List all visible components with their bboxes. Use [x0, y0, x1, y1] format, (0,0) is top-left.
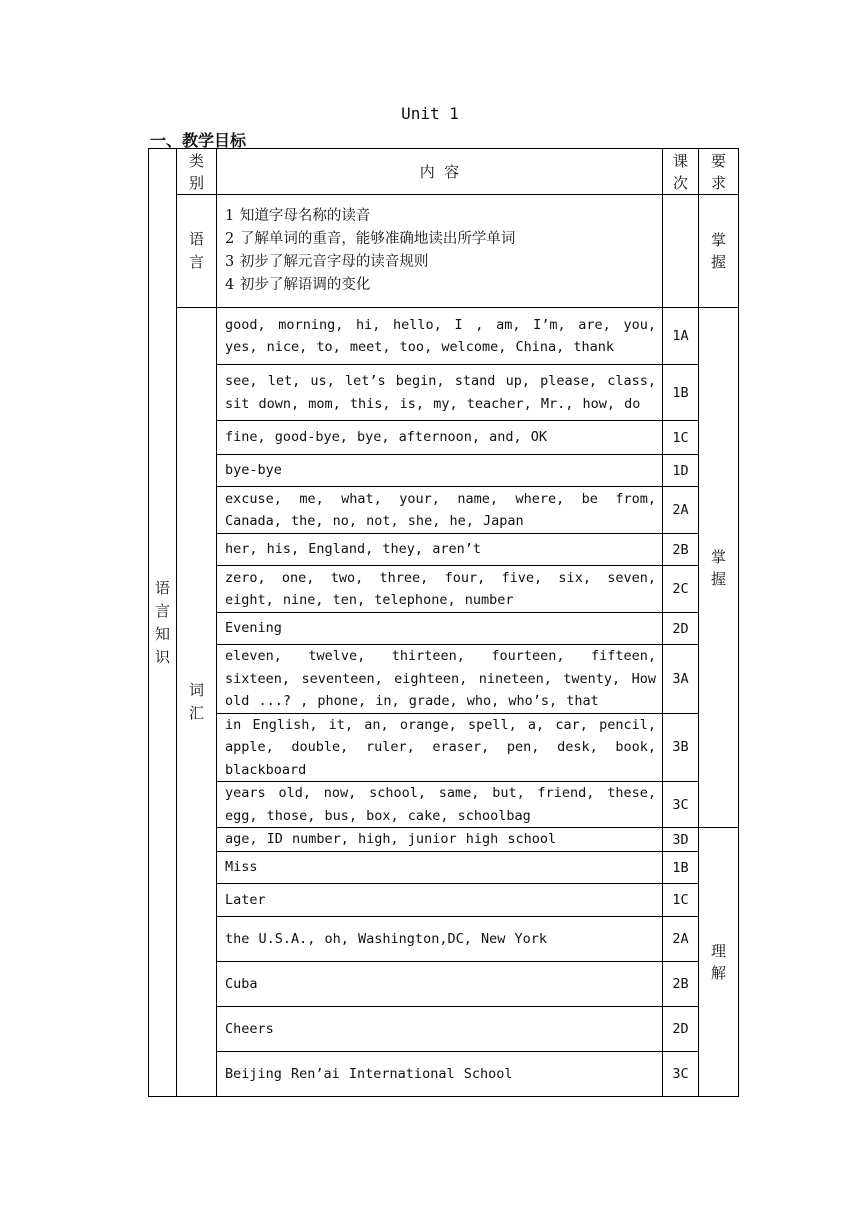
vocab-lesson: 3C: [663, 1052, 699, 1097]
header-requirement-label: 要求: [711, 151, 727, 192]
vocabulary-category-label: 词汇: [189, 681, 205, 722]
phonetics-line: 3 初步了解元音字母的读音规则: [225, 254, 429, 270]
vocabulary-category: [177, 308, 217, 1097]
vocab-lesson: 1C: [663, 421, 699, 455]
vocab-content: the U.S.A., oh, Washington,DC, New York: [217, 917, 663, 962]
vocab-content: excuse, me, what, your, name, where, be from, Canada, the, no, not, she, he, Japan: [217, 487, 663, 534]
phonetics-line: 1 知道字母名称的读音: [225, 208, 371, 224]
vocab-lesson: 2D: [663, 613, 699, 645]
vocab-content: years old, now, school, same, but, friend, these, egg, those, bus, box, cake, schoolbag: [217, 782, 663, 828]
vocab-content: fine, good-bye, bye, afternoon, and, OK: [217, 421, 663, 455]
vocab-content: in English, it, an, orange, spell, a, car, pencil, apple, double, ruler, eraser, pen, desk, book, blackboard: [217, 713, 663, 782]
vocab-lesson: 3D: [663, 828, 699, 852]
vocab-lesson: 2A: [663, 487, 699, 534]
vocab-content: zero, one, two, three, four, five, six, seven, eight, nine, ten, telephone, number: [217, 566, 663, 613]
vocab-lesson: 1B: [663, 365, 699, 421]
page-title: Unit 1: [401, 104, 459, 123]
vocab-lesson: 2C: [663, 566, 699, 613]
outer-category-label: 语言知识: [155, 578, 171, 666]
phonetics-content: [217, 195, 663, 308]
vocab-content: Cuba: [217, 962, 663, 1007]
header-lesson: [663, 149, 699, 195]
vocab-content: bye-bye: [217, 455, 663, 487]
header-content: 内 容: [217, 149, 663, 195]
header-requirement: [699, 149, 739, 195]
phonetics-category: [177, 195, 217, 308]
vocab-lesson: 2D: [663, 1007, 699, 1052]
vocab-content: Beijing Ren’ai International School: [217, 1052, 663, 1097]
phonetics-line: 2 了解单词的重音，能够准确地读出所学单词: [225, 231, 516, 247]
vocab-lesson: 2B: [663, 534, 699, 566]
phonetics-requirement-label: 掌握: [711, 231, 727, 271]
vocab-content: Later: [217, 884, 663, 917]
vocab-lesson: 1C: [663, 884, 699, 917]
vocab-content: Evening: [217, 613, 663, 645]
header-category: [177, 149, 217, 195]
vocab-content: good, morning, hi, hello, I , am, I’m, are, you, yes, nice, to, meet, too, welcome, China, thank: [217, 308, 663, 365]
vocab-lesson: 3B: [663, 713, 699, 782]
outer-category-cell: [149, 149, 177, 1097]
understand-requirement: [699, 828, 739, 1097]
phonetics-requirement: [699, 195, 739, 308]
vocab-content: Cheers: [217, 1007, 663, 1052]
vocab-lesson: 2A: [663, 917, 699, 962]
vocab-content: see, let, us, let’s begin, stand up, please, class, sit down, mom, this, is, my, teacher, Mr., how, do: [217, 365, 663, 421]
phonetics-line: 4 初步了解语调的变化: [225, 277, 371, 293]
phonetics-lesson: [663, 195, 699, 308]
vocab-lesson: 1B: [663, 852, 699, 884]
header-lesson-label: 课次: [673, 151, 689, 192]
vocab-content: Miss: [217, 852, 663, 884]
vocab-lesson: 3A: [663, 645, 699, 714]
phonetics-category-label: 语言: [189, 230, 205, 271]
header-category-label: 类别: [189, 151, 205, 192]
master-requirement: [699, 308, 739, 828]
section-heading: 一、教学目标: [150, 131, 247, 150]
vocab-lesson: 1D: [663, 455, 699, 487]
vocab-content: eleven, twelve, thirteen, fourteen, fifteen, sixteen, seventeen, eighteen, nineteen, twenty, How old ...? , phone, in, grade, who, who’s, that: [217, 645, 663, 714]
vocab-lesson: 3C: [663, 782, 699, 828]
understand-requirement-label: 理解: [711, 942, 727, 982]
vocab-content: age, ID number, high, junior high school: [217, 828, 663, 852]
master-requirement-label: 掌握: [711, 547, 727, 588]
vocab-content: her, his, England, they, aren’t: [217, 534, 663, 566]
vocab-lesson: 2B: [663, 962, 699, 1007]
objectives-table: [148, 148, 739, 1097]
vocab-lesson: 1A: [663, 308, 699, 365]
